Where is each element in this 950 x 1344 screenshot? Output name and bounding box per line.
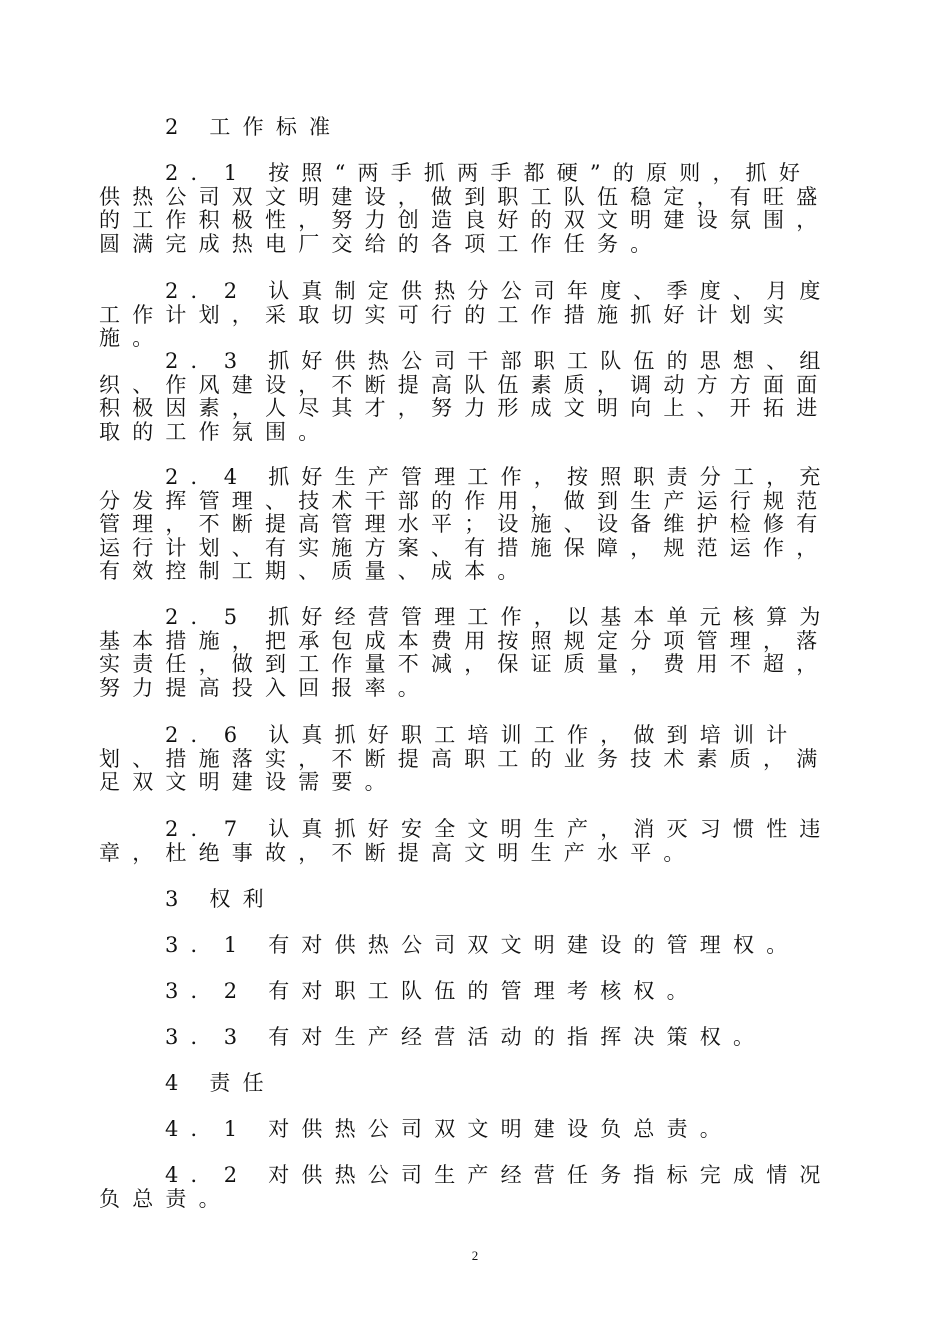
- paragraph: 2．5 抓好经营管理工作，以基本单元核算为基本措施，把承包成本费用按照规定分项管理，落实责任，做到工作量不减，保证质量，费用不超，努力提高投入回报率。: [99, 605, 833, 700]
- paragraph: 2．1 按照“两手抓两手都硬”的原则，抓好供热公司双文明建设，做到职工队伍稳定，有旺盛的工作积极性，努力创造良好的双文明建设氛围，圆满完成热电厂交给的各项工作任务。: [99, 161, 830, 256]
- paragraph: 3．2 有对职工队伍的管理考核权。: [165, 979, 700, 1003]
- paragraph: 3．3 有对生产经营活动的指挥决策权。: [165, 1025, 767, 1049]
- page-number: 2: [471, 1248, 479, 1263]
- paragraph: 4．2 对供热公司生产经营任务指标完成情况负总责。: [99, 1163, 833, 1211]
- paragraph: 2．7 认真抓好安全文明生产，消灭习惯性违章，杜绝事故，不断提高文明生产水平。: [99, 817, 833, 865]
- section-heading: 3 权利: [165, 887, 276, 911]
- paragraph: 2．2 认真制定供热分公司年度、季度、月度工作计划，采取切实可行的工作措施抓好计划实施。: [99, 279, 833, 351]
- paragraph: 2．4 抓好生产管理工作，按照职责分工，充分发挥管理、技术干部的作用，做到生产运行规范管理，不断提高管理水平；设施、设备维护检修有运行计划、有实施方案、有措施保障，规范运作，有效控制工期、质量、成本。: [99, 465, 833, 584]
- section-heading: 4 责任: [165, 1071, 276, 1095]
- paragraph: 2．6 认真抓好职工培训工作，做到培训计划、措施落实，不断提高职工的业务技术素质，满足双文明建设需要。: [99, 723, 830, 795]
- paragraph: 3．1 有对供热公司双文明建设的管理权。: [165, 933, 800, 957]
- paragraph: 4．1 对供热公司双文明建设负总责。: [165, 1117, 733, 1141]
- paragraph: 2．3 抓好供热公司干部职工队伍的思想、组织、作风建设，不断提高队伍素质，调动方方面面积极因素，人尽其才，努力形成文明向上、开拓进取的工作氛围。: [99, 349, 833, 444]
- section-heading: 2 工作标准: [165, 115, 343, 139]
